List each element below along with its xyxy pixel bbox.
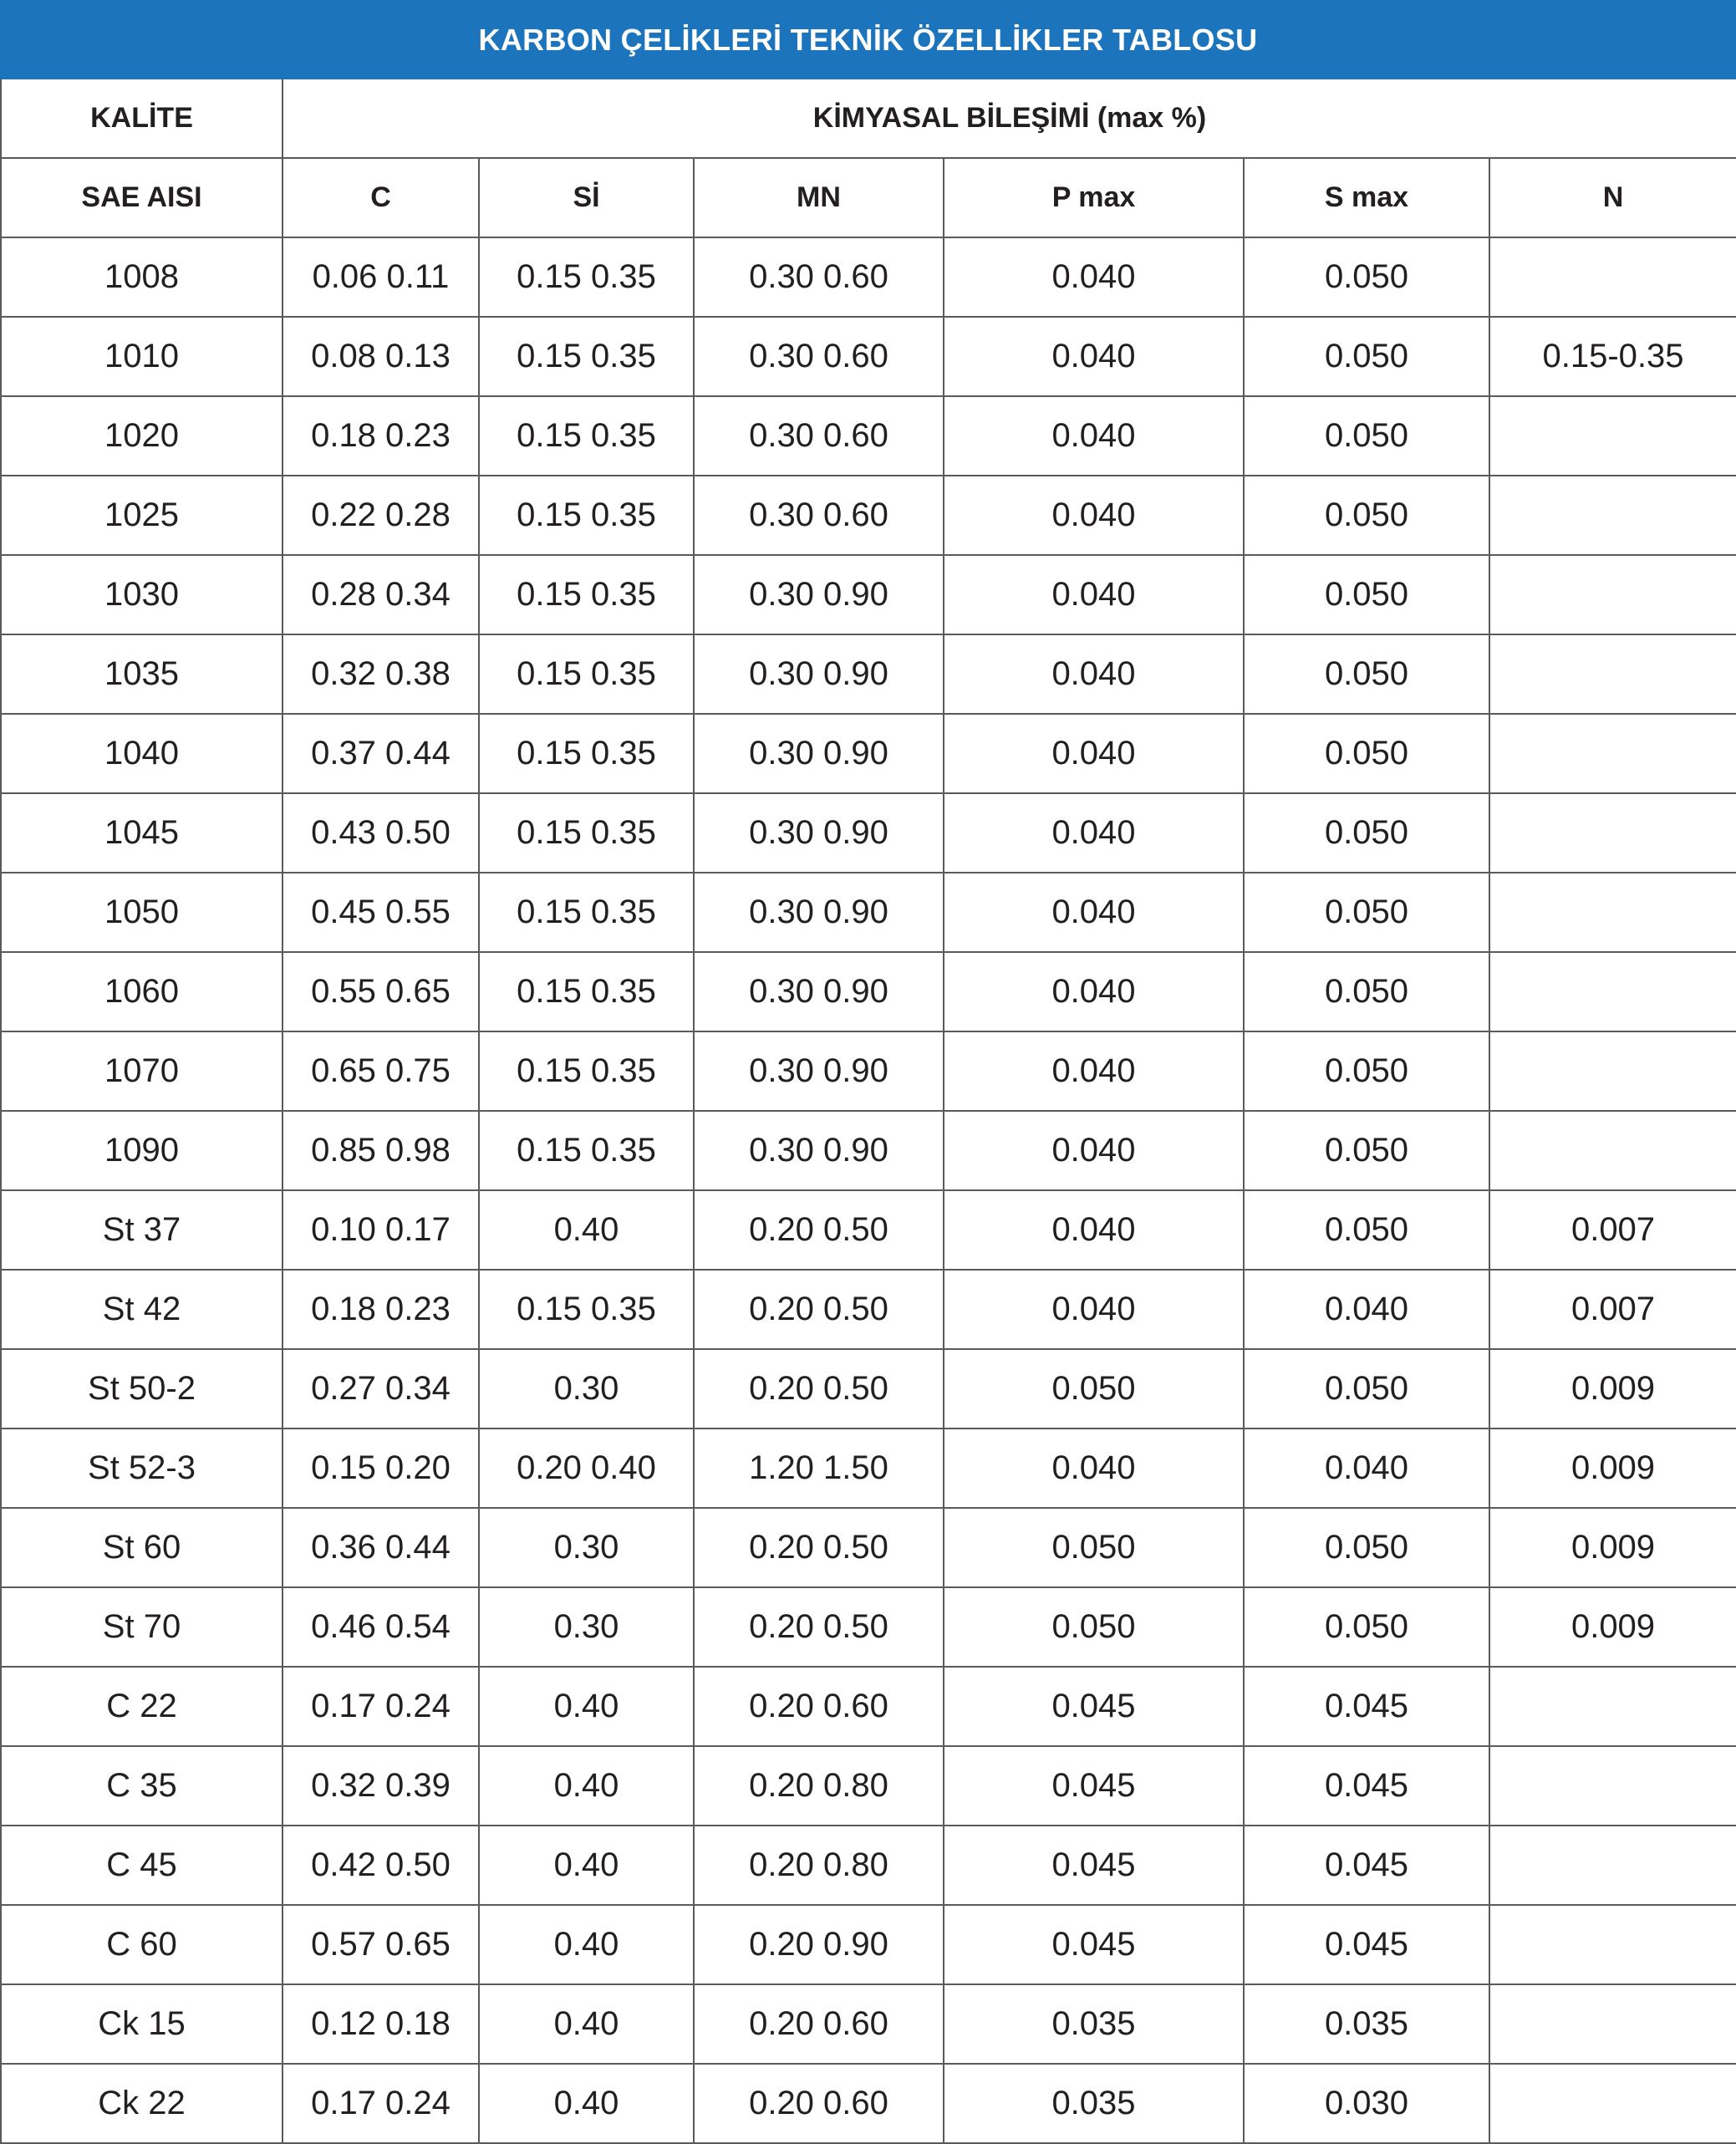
table-row xyxy=(1,1031,1736,1111)
cell-c: 0.18 0.23 xyxy=(283,1270,479,1349)
cell-c: 0.22 0.28 xyxy=(283,476,479,555)
cell-n xyxy=(1489,1111,1736,1190)
cell-n xyxy=(1489,714,1736,793)
cell-p-max: 0.045 xyxy=(944,1746,1244,1826)
cell-s-max: 0.050 xyxy=(1244,1587,1489,1667)
cell-si: 0.30 xyxy=(479,1349,694,1428)
cell-n xyxy=(1489,476,1736,555)
cell-p-max: 0.040 xyxy=(944,634,1244,714)
table-row xyxy=(1,1190,1736,1270)
cell-si: 0.15 0.35 xyxy=(479,714,694,793)
table-row xyxy=(1,873,1736,952)
table-row xyxy=(1,1587,1736,1667)
cell-grade: 1025 xyxy=(1,476,283,555)
cell-grade: Ck 22 xyxy=(1,2064,283,2143)
column-header-si: Sİ xyxy=(479,158,694,237)
cell-mn: 0.30 0.90 xyxy=(694,952,944,1031)
cell-p-max: 0.040 xyxy=(944,1031,1244,1111)
table-row xyxy=(1,476,1736,555)
cell-p-max: 0.040 xyxy=(944,476,1244,555)
cell-si: 0.30 xyxy=(479,1587,694,1667)
cell-c: 0.06 0.11 xyxy=(283,237,479,317)
cell-s-max: 0.050 xyxy=(1244,634,1489,714)
cell-s-max: 0.050 xyxy=(1244,555,1489,634)
column-header-c: C xyxy=(283,158,479,237)
cell-si: 0.40 xyxy=(479,1667,694,1746)
column-header-sae-aisi: SAE AISI xyxy=(1,158,283,237)
cell-grade: St 70 xyxy=(1,1587,283,1667)
cell-n: 0.009 xyxy=(1489,1349,1736,1428)
cell-si: 0.15 0.35 xyxy=(479,634,694,714)
cell-mn: 0.20 0.50 xyxy=(694,1270,944,1349)
cell-mn: 0.30 0.90 xyxy=(694,555,944,634)
cell-grade: C 60 xyxy=(1,1905,283,1984)
cell-s-max: 0.050 xyxy=(1244,873,1489,952)
cell-n: 0.007 xyxy=(1489,1270,1736,1349)
cell-n xyxy=(1489,952,1736,1031)
cell-n: 0.009 xyxy=(1489,1428,1736,1508)
cell-mn: 0.20 0.80 xyxy=(694,1826,944,1905)
cell-n xyxy=(1489,1905,1736,1984)
cell-s-max: 0.050 xyxy=(1244,1508,1489,1587)
cell-c: 0.43 0.50 xyxy=(283,793,479,873)
cell-mn: 0.30 0.60 xyxy=(694,317,944,396)
cell-p-max: 0.035 xyxy=(944,2064,1244,2143)
cell-s-max: 0.050 xyxy=(1244,1111,1489,1190)
cell-s-max: 0.050 xyxy=(1244,396,1489,476)
cell-p-max: 0.040 xyxy=(944,714,1244,793)
cell-mn: 0.20 0.60 xyxy=(694,1667,944,1746)
cell-si: 0.15 0.35 xyxy=(479,555,694,634)
cell-n xyxy=(1489,2064,1736,2143)
cell-p-max: 0.045 xyxy=(944,1667,1244,1746)
table-row xyxy=(1,1984,1736,2064)
table-row xyxy=(1,1270,1736,1349)
cell-p-max: 0.040 xyxy=(944,396,1244,476)
cell-si: 0.15 0.35 xyxy=(479,396,694,476)
cell-mn: 0.20 0.90 xyxy=(694,1905,944,1984)
cell-s-max: 0.045 xyxy=(1244,1905,1489,1984)
table-row xyxy=(1,396,1736,476)
cell-c: 0.10 0.17 xyxy=(283,1190,479,1270)
cell-c: 0.15 0.20 xyxy=(283,1428,479,1508)
cell-si: 0.40 xyxy=(479,1905,694,1984)
cell-si: 0.40 xyxy=(479,1826,694,1905)
cell-mn: 0.30 0.60 xyxy=(694,396,944,476)
cell-grade: St 50-2 xyxy=(1,1349,283,1428)
cell-grade: 1060 xyxy=(1,952,283,1031)
cell-s-max: 0.045 xyxy=(1244,1746,1489,1826)
column-header-n: N xyxy=(1489,158,1736,237)
cell-s-max: 0.050 xyxy=(1244,1349,1489,1428)
cell-c: 0.55 0.65 xyxy=(283,952,479,1031)
cell-n xyxy=(1489,1746,1736,1826)
cell-grade: St 60 xyxy=(1,1508,283,1587)
cell-n xyxy=(1489,1984,1736,2064)
cell-n xyxy=(1489,396,1736,476)
cell-c: 0.42 0.50 xyxy=(283,1826,479,1905)
cell-s-max: 0.050 xyxy=(1244,714,1489,793)
cell-grade: 1030 xyxy=(1,555,283,634)
table-row xyxy=(1,714,1736,793)
cell-n: 0.007 xyxy=(1489,1190,1736,1270)
cell-s-max: 0.040 xyxy=(1244,1270,1489,1349)
cell-p-max: 0.040 xyxy=(944,1111,1244,1190)
table-row xyxy=(1,634,1736,714)
cell-mn: 0.20 0.60 xyxy=(694,2064,944,2143)
cell-grade: 1020 xyxy=(1,396,283,476)
cell-p-max: 0.045 xyxy=(944,1826,1244,1905)
cell-si: 0.40 xyxy=(479,2064,694,2143)
cell-grade: 1070 xyxy=(1,1031,283,1111)
table-row xyxy=(1,1746,1736,1826)
cell-s-max: 0.030 xyxy=(1244,2064,1489,2143)
cell-si: 0.15 0.35 xyxy=(479,237,694,317)
cell-grade: 1045 xyxy=(1,793,283,873)
cell-mn: 0.30 0.90 xyxy=(694,1111,944,1190)
cell-grade: 1035 xyxy=(1,634,283,714)
cell-c: 0.28 0.34 xyxy=(283,555,479,634)
cell-n xyxy=(1489,873,1736,952)
table-row xyxy=(1,1905,1736,1984)
cell-p-max: 0.040 xyxy=(944,555,1244,634)
cell-n: 0.009 xyxy=(1489,1587,1736,1667)
cell-si: 0.20 0.40 xyxy=(479,1428,694,1508)
table-title: KARBON ÇELİKLERİ TEKNİK ÖZELLİKLER TABLOSU xyxy=(0,0,1736,79)
cell-grade: St 42 xyxy=(1,1270,283,1349)
cell-c: 0.37 0.44 xyxy=(283,714,479,793)
carbon-steel-spec-table xyxy=(0,79,1736,2144)
table-row xyxy=(1,1667,1736,1746)
cell-grade: C 45 xyxy=(1,1826,283,1905)
header-row-group xyxy=(1,79,1736,158)
cell-grade: St 37 xyxy=(1,1190,283,1270)
cell-grade: St 52-3 xyxy=(1,1428,283,1508)
cell-n: 0.009 xyxy=(1489,1508,1736,1587)
cell-n: 0.15-0.35 xyxy=(1489,317,1736,396)
cell-c: 0.36 0.44 xyxy=(283,1508,479,1587)
cell-grade: C 22 xyxy=(1,1667,283,1746)
cell-s-max: 0.050 xyxy=(1244,1031,1489,1111)
composition-header: KİMYASAL BİLEŞİMİ (max %) xyxy=(283,79,1736,158)
cell-mn: 0.30 0.90 xyxy=(694,634,944,714)
cell-n xyxy=(1489,555,1736,634)
table-row xyxy=(1,952,1736,1031)
cell-p-max: 0.040 xyxy=(944,952,1244,1031)
cell-s-max: 0.050 xyxy=(1244,793,1489,873)
header-row-columns xyxy=(1,158,1736,237)
table-row xyxy=(1,1826,1736,1905)
table-row xyxy=(1,2064,1736,2143)
cell-s-max: 0.050 xyxy=(1244,317,1489,396)
table-row xyxy=(1,555,1736,634)
cell-si: 0.15 0.35 xyxy=(479,1111,694,1190)
table-row xyxy=(1,1349,1736,1428)
cell-grade: 1008 xyxy=(1,237,283,317)
cell-mn: 0.30 0.90 xyxy=(694,873,944,952)
cell-p-max: 0.040 xyxy=(944,1190,1244,1270)
cell-si: 0.15 0.35 xyxy=(479,873,694,952)
cell-mn: 0.20 0.80 xyxy=(694,1746,944,1826)
table-row xyxy=(1,237,1736,317)
cell-c: 0.57 0.65 xyxy=(283,1905,479,1984)
cell-mn: 0.20 0.50 xyxy=(694,1508,944,1587)
cell-s-max: 0.050 xyxy=(1244,1190,1489,1270)
cell-mn: 0.30 0.90 xyxy=(694,793,944,873)
cell-mn: 0.30 0.60 xyxy=(694,237,944,317)
cell-grade: 1050 xyxy=(1,873,283,952)
cell-mn: 0.20 0.50 xyxy=(694,1587,944,1667)
column-header-mn: MN xyxy=(694,158,944,237)
cell-grade: 1090 xyxy=(1,1111,283,1190)
cell-mn: 0.30 0.90 xyxy=(694,714,944,793)
cell-n xyxy=(1489,1031,1736,1111)
column-header-s-max: S max xyxy=(1244,158,1489,237)
cell-n xyxy=(1489,793,1736,873)
cell-si: 0.40 xyxy=(479,1746,694,1826)
table-row xyxy=(1,1428,1736,1508)
cell-c: 0.32 0.38 xyxy=(283,634,479,714)
cell-n xyxy=(1489,1667,1736,1746)
cell-mn: 0.20 0.50 xyxy=(694,1349,944,1428)
table-row xyxy=(1,1111,1736,1190)
cell-c: 0.18 0.23 xyxy=(283,396,479,476)
table-row xyxy=(1,317,1736,396)
cell-si: 0.15 0.35 xyxy=(479,952,694,1031)
cell-p-max: 0.040 xyxy=(944,1270,1244,1349)
cell-s-max: 0.050 xyxy=(1244,476,1489,555)
cell-c: 0.32 0.39 xyxy=(283,1746,479,1826)
cell-grade: Ck 15 xyxy=(1,1984,283,2064)
cell-si: 0.15 0.35 xyxy=(479,1031,694,1111)
cell-si: 0.15 0.35 xyxy=(479,476,694,555)
cell-s-max: 0.035 xyxy=(1244,1984,1489,2064)
cell-s-max: 0.050 xyxy=(1244,952,1489,1031)
cell-mn: 0.20 0.60 xyxy=(694,1984,944,2064)
table-row xyxy=(1,793,1736,873)
cell-p-max: 0.050 xyxy=(944,1508,1244,1587)
table-body xyxy=(1,79,1736,2143)
cell-s-max: 0.050 xyxy=(1244,237,1489,317)
cell-c: 0.65 0.75 xyxy=(283,1031,479,1111)
cell-si: 0.40 xyxy=(479,1190,694,1270)
cell-p-max: 0.040 xyxy=(944,1428,1244,1508)
cell-c: 0.08 0.13 xyxy=(283,317,479,396)
cell-mn: 0.20 0.50 xyxy=(694,1190,944,1270)
column-header-p-max: P max xyxy=(944,158,1244,237)
cell-p-max: 0.050 xyxy=(944,1587,1244,1667)
cell-si: 0.30 xyxy=(479,1508,694,1587)
cell-si: 0.15 0.35 xyxy=(479,793,694,873)
cell-n xyxy=(1489,237,1736,317)
cell-mn: 1.20 1.50 xyxy=(694,1428,944,1508)
cell-p-max: 0.040 xyxy=(944,317,1244,396)
cell-mn: 0.30 0.60 xyxy=(694,476,944,555)
kalite-header: KALİTE xyxy=(1,79,283,158)
cell-grade: 1010 xyxy=(1,317,283,396)
cell-n xyxy=(1489,634,1736,714)
cell-s-max: 0.045 xyxy=(1244,1826,1489,1905)
cell-p-max: 0.040 xyxy=(944,873,1244,952)
cell-n xyxy=(1489,1826,1736,1905)
cell-mn: 0.30 0.90 xyxy=(694,1031,944,1111)
cell-c: 0.45 0.55 xyxy=(283,873,479,952)
cell-p-max: 0.045 xyxy=(944,1905,1244,1984)
cell-p-max: 0.040 xyxy=(944,793,1244,873)
cell-si: 0.15 0.35 xyxy=(479,317,694,396)
cell-c: 0.17 0.24 xyxy=(283,2064,479,2143)
cell-c: 0.12 0.18 xyxy=(283,1984,479,2064)
cell-grade: C 35 xyxy=(1,1746,283,1826)
cell-c: 0.27 0.34 xyxy=(283,1349,479,1428)
cell-s-max: 0.040 xyxy=(1244,1428,1489,1508)
cell-c: 0.17 0.24 xyxy=(283,1667,479,1746)
cell-grade: 1040 xyxy=(1,714,283,793)
cell-p-max: 0.050 xyxy=(944,1349,1244,1428)
cell-c: 0.46 0.54 xyxy=(283,1587,479,1667)
cell-c: 0.85 0.98 xyxy=(283,1111,479,1190)
cell-s-max: 0.045 xyxy=(1244,1667,1489,1746)
table-row xyxy=(1,1508,1736,1587)
cell-si: 0.15 0.35 xyxy=(479,1270,694,1349)
cell-p-max: 0.035 xyxy=(944,1984,1244,2064)
cell-p-max: 0.040 xyxy=(944,237,1244,317)
cell-si: 0.40 xyxy=(479,1984,694,2064)
